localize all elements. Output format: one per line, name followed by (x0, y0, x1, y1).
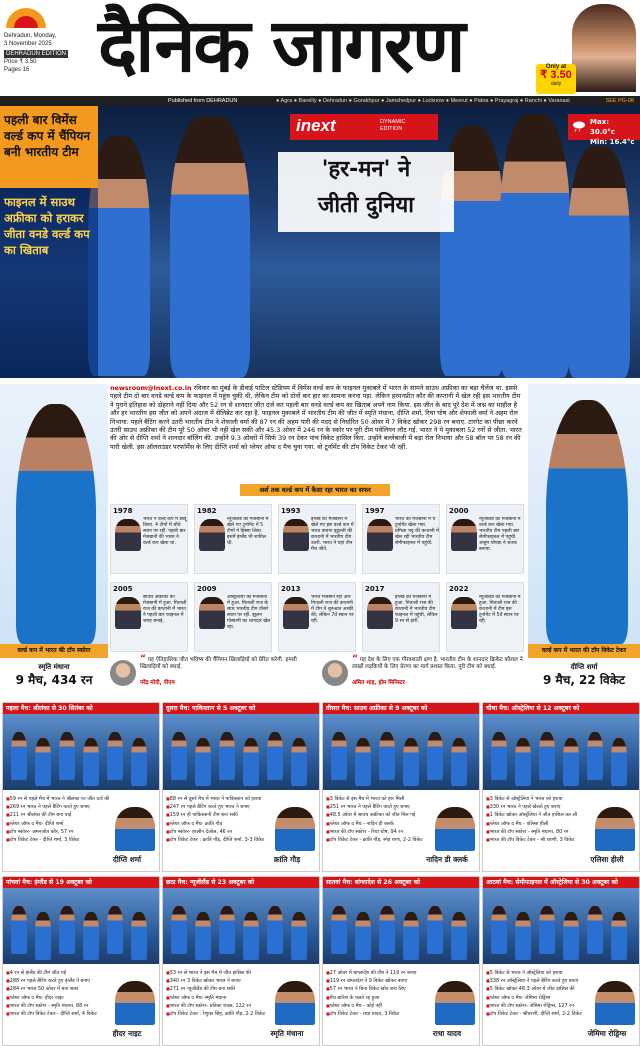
quote-icon: “ (140, 654, 146, 664)
match-fact: ■ भारत की टॉप विकेट टेकर - श्री चरणी, 3 विकेट (486, 836, 594, 844)
timeline-card: 2022 न्यूजीलैंड की मेजबानी में हुआ. मिताली राज की कप्तानी में टीम इस टूर्नामेंट में 5वें स्थान पर रही. (446, 582, 524, 652)
player-figure (107, 732, 123, 780)
match-fact: ■ प्लेयर ऑफ द मैच- जेमिमा रोड्रिग्स (486, 994, 594, 1002)
player-figure (35, 912, 51, 960)
edition-strip (0, 96, 640, 106)
match-fact: ■ 53 रन से भारत ने इस मैच में जीत हासिल की (166, 969, 274, 977)
player-figure (515, 912, 531, 960)
match-fact: ■ 159 रन ही पाकिस्तानी टीम बना सकी (166, 811, 274, 819)
match-fact: ■ 59 रन से पहले मैच में भारत ने श्रीलंका पर जीत दर्ज की (6, 795, 114, 803)
weather-max: Max: 30.0°c (590, 118, 615, 136)
match-fact: ■ 340 रन 3 विकेट खोकर भारत ने बनाए (166, 977, 274, 985)
match-fact: ■ 1 विकेट खोकर ऑस्ट्रेलिया ने जीत हासिल कर ली (486, 811, 594, 819)
player-figure (451, 738, 467, 786)
player-figure (563, 738, 579, 786)
main-headline: 'हर-मन' ने जीती दुनिया (278, 152, 454, 232)
match-photo (163, 888, 320, 964)
player-figure (568, 146, 630, 378)
player-figure (11, 906, 27, 954)
player-figure (243, 912, 259, 960)
match-fact: ■ 269 रन भारत ने पहले बैटिंग करते हुए बनाए (6, 803, 114, 811)
player-figure (291, 738, 307, 786)
player-name: दीप्ति शर्मा (112, 855, 142, 864)
match-fact: ■ 3 विकेट से ऑस्ट्रेलिया ने भारत को हराया (486, 795, 594, 803)
player-figure (611, 912, 627, 960)
match-facts (486, 969, 594, 1018)
player-figure (83, 738, 99, 786)
match-facts (166, 795, 274, 844)
match-fact: ■ 247 रन पहले बैटिंग करते हुए भारत ने बनाए (166, 803, 274, 811)
player-figure (539, 732, 555, 780)
match-facts (326, 969, 434, 1018)
player-photo (435, 981, 475, 1025)
newsroom-email[interactable]: newsroom@inext.co.in (110, 384, 192, 392)
promo-headline: पहली बार विमेंस वर्ल्ड कप में चैंपियन बनी भारतीय टीम (0, 106, 98, 188)
top-scorer-photo (0, 384, 108, 644)
player-figure (59, 906, 75, 954)
top-wicket-stat: दीप्ति शर्मा 9 मैच, 22 विकेट (543, 663, 625, 687)
match-fact: ■ भारत की टॉप विकेट टेकर - दीप्ति शर्मा, 4 विकेट (6, 1010, 114, 1018)
weather-min: Min: 16.4°c (590, 138, 635, 146)
match-fact: ■ टॉप विकेट टेकर - श्रीचरणी, दीप्ति शर्मा, 2-2 विकेट (486, 1010, 594, 1018)
match-fact: ■ 284 रन भारत 50 ओवर में बना सका (6, 985, 114, 993)
top-scorer-stat: स्मृति मंधाना 9 मैच, 434 रन (15, 663, 93, 687)
inext-brand: inext DYNAMIC EDITION (290, 114, 438, 140)
match-header: दूसरा मैच: पाकिस्तान से 5 अक्टूबर को (163, 703, 320, 714)
match-fact: ■ 4 रन से इंग्लैंड की टीम जीत गई (6, 969, 114, 977)
player-figure (379, 732, 395, 780)
match-header: पांचवां मैच: इंग्लैंड से 19 अक्टूबर को (3, 877, 160, 888)
player-figure (195, 738, 211, 786)
player-figure (11, 732, 27, 780)
match-fact: ■ 330 रन भारत ने पहले खेलते हुए बनाए (486, 803, 594, 811)
match-photo (163, 714, 320, 790)
edition-date: 3 November 2025 (4, 41, 52, 47)
match-facts (166, 969, 274, 1018)
match-card (2, 876, 160, 1046)
match-fact: ■ प्लेयर ऑफ द मैच- दीप्ति शर्मा (6, 820, 114, 828)
article-body (110, 384, 526, 476)
top-wicket-caption: वर्ल्ड कप में भारत की टॉप विकेट टेकर (528, 644, 640, 658)
player-figure (195, 912, 211, 960)
avatar (322, 660, 348, 686)
match-fact: ■ टॉप विकेट टेकर : क्रांति गौड़, दीप्ति शर्मा, 3-3 विकेट (166, 836, 274, 844)
player-figure (331, 906, 347, 954)
player-figure (491, 906, 507, 954)
player-photo (275, 981, 315, 1025)
match-fact: ■ 27 ओवर में बांग्लादेश की टीम ने 119 रन बनाए (326, 969, 434, 977)
match-facts (6, 969, 114, 1018)
player-figure (267, 732, 283, 780)
timeline-title: अर्श तक वर्ल्ड कप में कैसा रहा भारत का सफर (240, 484, 390, 496)
price-badge: Only at ₹ 3.50 daily (536, 64, 576, 94)
match-fact: ■ प्लेयर ऑफ द मैच - एलिसा हीली (486, 820, 594, 828)
player-photo (595, 981, 635, 1025)
match-fact: ■ 251 रन भारत ने पहले बैटिंग करते हुए बनाए (326, 803, 434, 811)
player-photo (115, 807, 155, 851)
player-photo (595, 807, 635, 851)
quote-pm: “ यह ऐतिहासिक जीत भविष्य की चैंपियन खिलाड़ियों को प्रेरित करेगी. हमारी खिलाड़ियों को बधाई. नरेंद्र मोदी, पीएम (110, 656, 316, 696)
match-header: आठवां मैच: सेमीफाइनल में ऑस्ट्रेलिया से 30 अक्टूबर को (483, 877, 640, 888)
match-facts (326, 795, 434, 844)
match-card (162, 702, 320, 872)
match-fact: ■ टॉप विकेट टेकर - दीप्ति शर्मा, 3 विकेट (6, 836, 114, 844)
match-fact: ■ भारत की टॉप स्कोरर- जेमिमा रोड्रिग्स, 127 रन (486, 1002, 594, 1010)
match-header: चौथा मैच: ऑस्ट्रेलिया से 12 अक्टूबर को (483, 703, 640, 714)
player-figure (107, 906, 123, 954)
match-card (482, 876, 640, 1046)
promo-portrait (572, 4, 636, 92)
match-fact: ■ टॉप स्कोरर- हरलीन देओल, 46 रन (166, 828, 274, 836)
match-fact: ■ टॉप स्कोरर- अमनजोत कौर, 57 रन (6, 828, 114, 836)
match-fact: ■ टॉप विकेट टेकर : रेणुका सिंह, क्रांति गौड़, 2-2 विकेट (166, 1010, 274, 1018)
player-figure (563, 912, 579, 960)
player-figure (491, 732, 507, 780)
match-facts (6, 795, 114, 844)
see-page-link[interactable]: SEE PG-08 (605, 98, 634, 104)
player-figure (291, 912, 307, 960)
match-facts (486, 795, 594, 844)
match-header: छठा मैच: न्यूजीलैंड से 23 अक्टूबर को (163, 877, 320, 888)
quote-icon: “ (352, 654, 358, 664)
match-fact: ■ 211 रन श्रीलंका की टीम बना पाई (6, 811, 114, 819)
quote-author: अमित शाह, होम मिनिस्टर (352, 680, 405, 686)
match-card (322, 702, 480, 872)
player-figure (451, 912, 467, 960)
player-figure (219, 906, 235, 954)
promo-subheadline: फाइनल में साउथ अफ्रीका को हराकर जीता वनडे वर्ल्ड कप का खिताब (0, 188, 98, 378)
match-fact: ■ प्लेयर ऑफ द मैच- क्रांति गौड़ (166, 820, 274, 828)
match-fact: ■ 3 विकेट से इस मैच में भारत को हार मिली (326, 795, 434, 803)
player-figure (331, 732, 347, 780)
match-fact: ■ प्लेयर ऑफ द मैच- हीदर नाइट (6, 994, 114, 1002)
timeline-card: 2017 इंग्लैंड की मेजबानी में हुआ. मिताली राज की कप्तानी में भारतीय टीम फाइनल में पहुंची, लेकिन 9 रन से हारी. (362, 582, 440, 652)
sun-logo-icon (4, 6, 48, 28)
timeline-card: 1978 भारत ने वर्ल्ड कप में डेब्यू किया. 4 टीमों में चौथे स्थान पर रही. पहली बार मेजबानी की भारत ने वर्ल्ड कप खेला था. (110, 504, 188, 574)
price-note: Price ₹ 3.50 (4, 59, 37, 65)
match-card (482, 702, 640, 872)
quote-author: नरेंद्र मोदी, पीएम (140, 680, 175, 686)
player-figure (243, 738, 259, 786)
edition-city: Dehradun, Monday, (4, 33, 57, 39)
player-figure (611, 738, 627, 786)
match-photo (483, 888, 640, 964)
player-name: स्मृति मंधाना (270, 1029, 304, 1038)
top-wicket-taker-photo (528, 384, 640, 644)
quotes-row (110, 656, 526, 696)
timeline-card: 1993 इंग्लैंड की मेजबानी में खेले गए इस वर्ल्ड कप में भारत डायना इडुल्जी की कप्तानी में भारतीय टीम उतरी. भारत ने यहां तीन मैच जीते. (278, 504, 356, 574)
match-fact: ■ भारत की टॉप स्कोरर- प्रतिका रावल, 122 रन (166, 1002, 274, 1010)
player-figure (403, 912, 419, 960)
timeline-card: 2005 साउथ अफ्रीका की मेजबानी में हुआ. मिताली राज की कप्तानी में भारत ने पहली बार फाइनल में जगह बनाई. (110, 582, 188, 652)
player-figure (403, 738, 419, 786)
player-figure (131, 738, 147, 786)
player-figure (587, 906, 603, 954)
match-card (162, 876, 320, 1046)
published-from: Published from DEHRADUN (168, 98, 238, 104)
city-list: ● Agra ● Bareilly ● Dehradun ● Gorakhpur ● Jamshedpur ● Lucknow ● Meerut ● Patna ● Prayagraj ● Ranchi ● Varanasi (276, 98, 570, 104)
timeline-card: 2013 भारत मेजबान रहा और मिताली राज की कप्तानी में टीम ने शुरुआत अच्छी की, लेकिन 7वें स्थान पर रही. (278, 582, 356, 652)
masthead (0, 0, 640, 96)
player-name: जेमिमा रोड्रिग्स (587, 1029, 627, 1038)
player-name: हीदर नाइट (112, 1029, 142, 1038)
match-fact: ■ भारत की टॉप स्कोरर - स्मृति मंधाना, 88 रन (6, 1002, 114, 1010)
match-fact: ■ 5 विकेट खोकर 48.3 ओवर में जीत हासिल की (486, 985, 594, 993)
match-fact: ■ प्लेयर ऑफ द मैच- स्मृति मंधाना (166, 994, 274, 1002)
match-fact: ■ टॉप विकेट टेकर - राधा यादव, 3 विकेट (326, 1010, 434, 1018)
timeline-card: 2009 ऑस्ट्रेलिया की मेजबानी में हुआ. मिताली राज के साथ भारतीय टीम तीसरे स्थान पर रही. झूलन गोस्वामी का शानदार खेल रहा. (194, 582, 272, 652)
player-figure (171, 906, 187, 954)
match-photo (483, 714, 640, 790)
match-fact: ■ प्लेयर ऑफ द मैच - नादिन डी क्लर्क (326, 820, 434, 828)
player-figure (355, 912, 371, 960)
player-figure (587, 732, 603, 780)
player-figure (219, 732, 235, 780)
player-figure (59, 732, 75, 780)
player-figure (355, 738, 371, 786)
match-fact: ■ मैच बारिश के चलते रद्द हुआ (326, 994, 434, 1002)
timeline-card: 2000 न्यूजीलैंड की मेजबानी में वर्ल्ड कप खेला गया. भारतीय टीम पहली बार सेमीफाइनल में पहुंची. अंजुम चोपड़ा ने शतक बनाया. (446, 504, 524, 574)
weather-box (568, 114, 640, 146)
player-name: राधा यादव (432, 1029, 462, 1038)
match-header: तीसरा मैच: साउथ अफ्रीका से 9 अक्टूबर को (323, 703, 480, 714)
world-cup-timeline (110, 504, 526, 652)
player-photo (275, 807, 315, 851)
player-figure (427, 906, 443, 954)
match-fact: ■ 288 रन पहले बैटिंग करते हुए इंग्लैंड ने बनाए (6, 977, 114, 985)
player-figure (171, 732, 187, 780)
timeline-card: 1997 भारत की मेजबानी में ये टूर्नामेंट खेला गया. प्रमिला भट्ट की कप्तानी में खेल रही भारतीय टीम सेमीफाइनल में पहुंची. (362, 504, 440, 574)
match-fact: ■ 48.5 ओवर में साउथ अफ्रीका को जीत मिल गई (326, 811, 434, 819)
match-photo (323, 714, 480, 790)
match-fact: ■ भारत की टॉप स्कोरर - रिचा घोष, 94 रन (326, 828, 434, 836)
match-fact: ■ 271 रन न्यूजीलैंड की टीम बना सकी (166, 985, 274, 993)
player-name: क्रांति गौड़ (273, 855, 301, 864)
match-fact: ■ 5 विकेट से भारत ने ऑस्ट्रेलिया को हराया (486, 969, 594, 977)
match-fact: ■ 57 रन भारत ने बिना विकेट खोए बना लिए (326, 985, 434, 993)
player-figure (131, 912, 147, 960)
cloud-rain-icon (572, 120, 586, 132)
match-fact: ■ 338 रन ऑस्ट्रेलिया ने पहले बैटिंग करते हुए बनाए (486, 977, 594, 985)
player-figure (500, 114, 570, 378)
pages-count: Pages 16 (4, 67, 30, 73)
inext-logo: inext (296, 116, 336, 135)
player-photo (435, 807, 475, 851)
match-card (322, 876, 480, 1046)
match-photo (3, 888, 160, 964)
player-figure (170, 116, 250, 378)
article-text: रविवार का मुंबई के डीवाई पाटिल स्टेडियम में विमेंस वर्ल्ड कप के फाइनल मुकाबले में भारत के सामने साउथ अफ्रीका का बड़ा चैलेंज था. इससे पहले टीम दो बार वनडे वर्ल्ड कप के फाइनल में पहुंच चुकी थी, लेकिन टीम को दोनों बार हार का सामना करना पड़ा. लेकिन हरमनप्रीत कौर की कप्तानी में खेल रही इस भारतीय टीम ने पुराने इतिहास को दोहराने नहीं दिया और 52 रन से शानदार जीत दर्ज कर पहली बार वनडे वर्ल्ड कप का खिताब अपने नाम किया. इस जीत के बाद पूरे देश में जश्न का माहौल है और हर भारतीय इस जीत को अपने अंदाज में सेलिब्रेट कर रहा है. फाइनल मुकाबले में भारतीय टीम की जीत में स्मृति मंधाना, दीप्ति शर्मा, रिचा घोष और शेफाली वर्मा ने अहम रोल निभाया. पहले बैटिंग करने उतरी भारतीय टीम ने शेफाली वर्मा की 87 रन की अहम पारी की मदद से निर्धारित 50 ओवर में 7 विकेट खोकर 298 रन बनाए. टारगेट का पीछा करने उतरी साउथ अफ्रीका की टीम पूरे 50 ओवर भी नहीं खेल सकी और 45.3 ओवर में 246 रन के स्कोर पर पूरी टीम पवेलियन लौट गई. भारत ने ये मुकाबला 52 रनों से जीता. भारत की ओर से दीप्ति शर्मा ने शानदार बॉलिंग की. उन्होंने 9.3 ओवरों में सिर्फ 39 रन देकर पांच विकेट हासिल किए. उन्होंने बल्लेबाजी में बड़ा रोल निभाया और 58 बॉल पर 58 रन की पारी खेली. इस ऑलराउंडर परफॉर्मेंस के लिए दीप्ति शर्मा को प्लेयर ऑफ द मैच चुना गया. वो टूर्नामेंट की टॉप विकेट टेकर भी रहीं. (110, 384, 522, 451)
player-figure (515, 738, 531, 786)
match-header: पहला मैच: श्रीलंका से 30 सितंबर को (3, 703, 160, 714)
match-card (2, 702, 160, 872)
player-figure (427, 732, 443, 780)
player-photo (115, 981, 155, 1025)
match-photo (323, 888, 480, 964)
player-figure (35, 738, 51, 786)
player-name: एलिसा हीली (590, 855, 624, 864)
timeline-card: 1982 न्यूजीलैंड की मेजबानी में खेले गए टूर्नामेंट में 5 टीमों ने हिस्सा लिया. इसमें इंग्लैंड भी शामिल थी. (194, 504, 272, 574)
player-name: नादिन डी क्लर्क (426, 855, 468, 864)
match-fact: ■ 119 रन बांग्लादेश ने 9 विकेट खोकर बनाए (326, 977, 434, 985)
match-fact: ■ टॉप विकेट टेकर - क्रांति गौड़, स्नेह राणा, 2-2 विकेट (326, 836, 434, 844)
quote-hm: “ यह देश के लिए एक गौरवशाली क्षण है. भारतीय टीम के शानदार क्रिकेट कौशल ने लाखों लड़कियों के लिए प्रेरणा का मार्ग प्रशस्त किया. पूरी टीम को बधाई. अमित शाह, होम मिनिस्टर (322, 656, 528, 696)
match-fact: ■ प्लेयर ऑफ द मैच - कोई नहीं (326, 1002, 434, 1010)
player-figure (539, 906, 555, 954)
edition-info (4, 32, 94, 74)
edition-name: DEHRADUN EDITION (6, 51, 67, 57)
match-photo (3, 714, 160, 790)
newspaper-title: दैनिक जागरण (98, 3, 464, 89)
player-figure (267, 906, 283, 954)
top-scorer-caption: वर्ल्ड कप में भारत की टॉप स्कोरर (0, 644, 108, 658)
player-figure (83, 912, 99, 960)
match-fact: ■ 88 रन से दूसरे मैच में भारत ने पाकिस्तान को हराया (166, 795, 274, 803)
avatar (110, 660, 136, 686)
player-figure (379, 906, 395, 954)
match-fact: ■ भारत की टॉप स्कोरर - स्मृति मंधाना, 80 रन (486, 828, 594, 836)
match-header: सातवां मैच: बांग्लादेश से 26 अक्टूबर को (323, 877, 480, 888)
